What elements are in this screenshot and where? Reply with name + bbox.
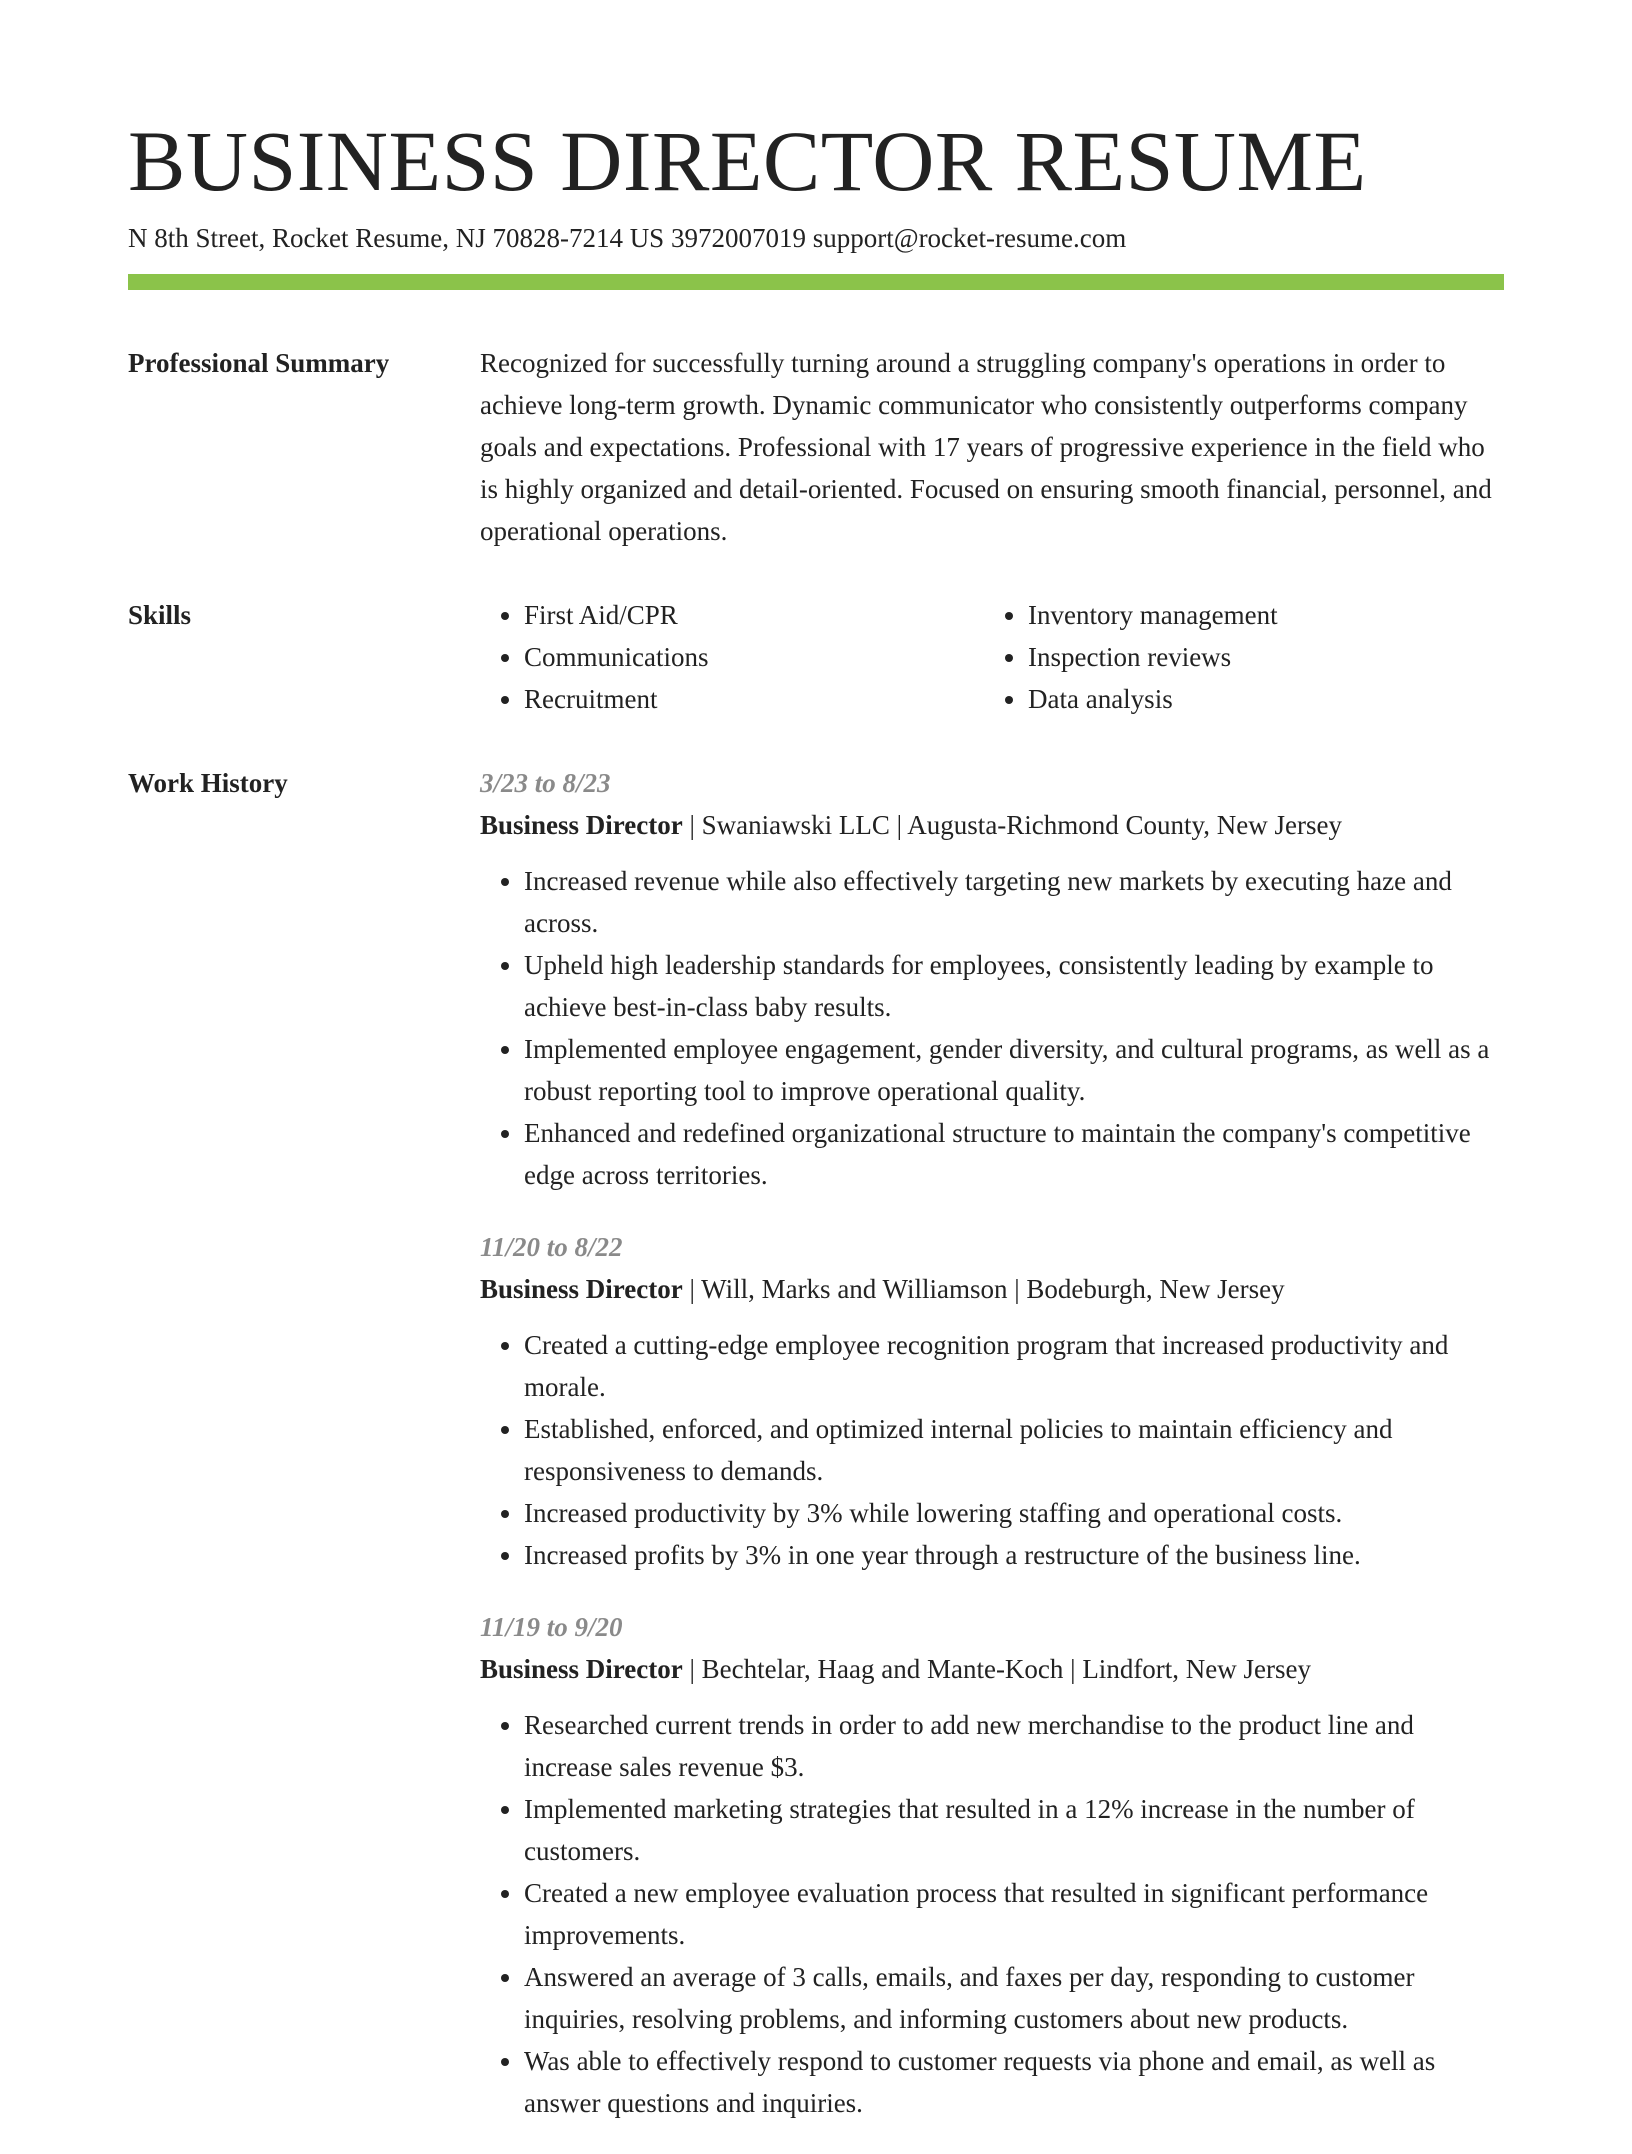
skills-label: Skills — [128, 600, 192, 631]
job-bullets — [480, 1704, 1504, 2124]
job-dates: 3/23 to 8/23 — [480, 768, 611, 799]
job-bullet: • Implemented marketing strategies that resulted in a 12% increase in the number of customers. — [524, 1788, 1504, 1872]
skill-item: • Communications — [524, 636, 984, 678]
job-heading — [480, 1648, 1504, 1690]
job-bullet: • Created a cutting-edge employee recognition program that increased productivity and morale. — [524, 1324, 1504, 1408]
job-bullet: • Answered an average of 3 calls, emails, and faxes per day, responding to customer inquiries, resolving problems, and informing customers about new products. — [524, 1956, 1504, 2040]
job-entry — [480, 1606, 1504, 2124]
job-entry — [480, 1226, 1504, 1576]
job-bullet: • Increased productivity by 3% while lowering staffing and operational costs. — [524, 1492, 1504, 1534]
skills-column-2 — [984, 594, 1488, 720]
job-bullet: • Increased profits by 3% in one year through a restructure of the business line. — [524, 1534, 1504, 1576]
resume-title: BUSINESS DIRECTOR RESUME — [128, 113, 1367, 209]
job-dates: 11/20 to 8/22 — [480, 1232, 623, 1263]
skill-item: • Inventory management — [1028, 594, 1488, 636]
job-title: Business Director — [480, 1654, 683, 1685]
summary-text: Recognized for successfully turning around a struggling company's operations in order to achieve long-term growth. Dynamic communicator who consistently outperforms company goals and expectations. Professional with 17 years of progressive experience in the field who is highly organized and detail-oriented. Focused on ensuring smooth financial, personnel, and operational operations. — [480, 348, 1492, 547]
job-bullets — [480, 860, 1504, 1196]
skills-column-1 — [480, 594, 984, 720]
skill-item: • First Aid/CPR — [524, 594, 984, 636]
summary-body — [480, 342, 1504, 552]
job-heading — [480, 1268, 1504, 1310]
work-history-label: Work History — [128, 768, 288, 799]
job-dates: 11/19 to 9/20 — [480, 1612, 623, 1643]
job-bullet: • Was able to effectively respond to customer requests via phone and email, as well as answer questions and inquiries. — [524, 2040, 1504, 2124]
job-bullet: • Increased revenue while also effectively targeting new markets by executing haze and across. — [524, 860, 1504, 944]
header-divider — [128, 274, 1504, 290]
job-bullet: • Enhanced and redefined organizational structure to maintain the company's competitive edge across territories. — [524, 1112, 1504, 1196]
job-bullets — [480, 1324, 1504, 1576]
skill-item: • Inspection reviews — [1028, 636, 1488, 678]
job-details: | Will, Marks and Williamson | Bodeburgh, New Jersey — [682, 1274, 1285, 1305]
job-title: Business Director — [480, 810, 683, 841]
skills-list — [480, 594, 1504, 720]
contact-info: N 8th Street, Rocket Resume, NJ 70828-7214 US 3972007019 support@rocket-resume.com — [128, 223, 1127, 253]
job-details: | Bechtelar, Haag and Mante-Koch | Lindfort, New Jersey — [682, 1654, 1312, 1685]
job-bullet: • Created a new employee evaluation process that resulted in significant performance improvements. — [524, 1872, 1504, 1956]
summary-section — [128, 342, 1504, 552]
job-entry — [480, 762, 1504, 1196]
skills-section — [128, 594, 1504, 720]
job-bullet: • Established, enforced, and optimized internal policies to maintain efficiency and responsiveness to demands. — [524, 1408, 1504, 1492]
skill-item: • Recruitment — [524, 678, 984, 720]
summary-label: Professional Summary — [128, 348, 390, 379]
job-bullet: • Implemented employee engagement, gender diversity, and cultural programs, as well as a robust reporting tool to improve operational quality. — [524, 1028, 1504, 1112]
job-details: | Swaniawski LLC | Augusta-Richmond County, New Jersey — [682, 810, 1342, 841]
job-bullet: • Researched current trends in order to add new merchandise to the product line and increase sales revenue $3. — [524, 1704, 1504, 1788]
skill-item: • Data analysis — [1028, 678, 1488, 720]
work-history-section — [128, 762, 1504, 2154]
job-title: Business Director — [480, 1274, 683, 1305]
job-heading — [480, 804, 1504, 846]
job-bullet: • Upheld high leadership standards for employees, consistently leading by example to achieve best-in-class baby results. — [524, 944, 1504, 1028]
work-history-body — [480, 762, 1504, 2154]
